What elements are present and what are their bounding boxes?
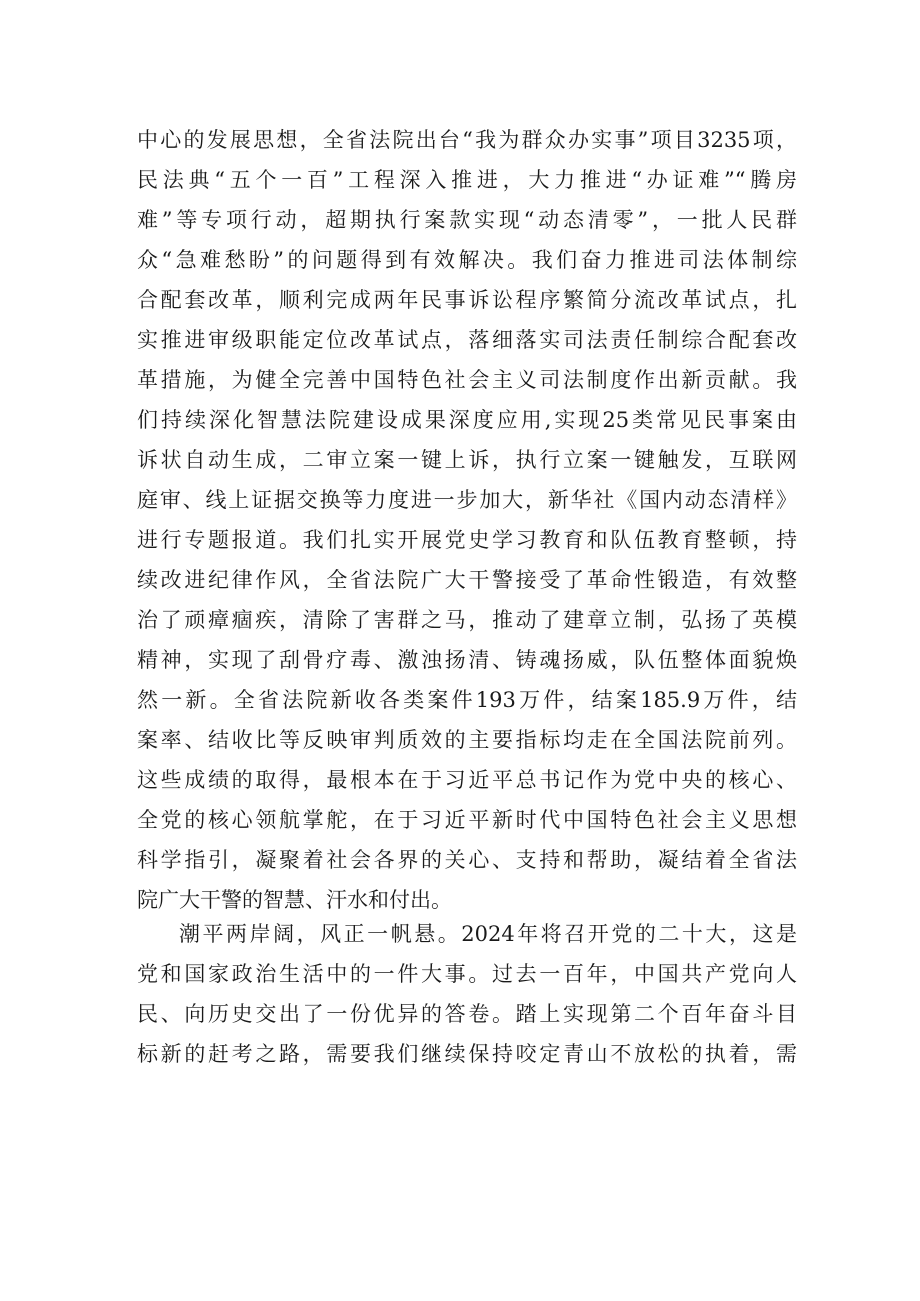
paragraph-line: 标新的赶考之路，需要我们继续保持咬定青山不放松的执着，需: [137, 1042, 797, 1066]
paragraph-2: [137, 914, 797, 1074]
paragraph-line: 这些成绩的取得，最根本在于习近平总书记作为党中央的核心、: [137, 768, 797, 792]
paragraph-line: 续改进纪律作风，全省法院广大干警接受了革命性锻造，有效整: [137, 568, 797, 592]
paragraph-line: 实推进审级职能定位改革试点，落细落实司法责任制综合配套改: [137, 328, 797, 352]
paragraph-line: 治了顽瘴痼疾，清除了害群之马，推动了建章立制，弘扬了英模: [137, 608, 797, 632]
paragraph-line: 诉状自动生成，二审立案一键上诉，执行立案一键触发，互联网: [137, 448, 797, 472]
paragraph-line: 然一新。全省法院新收各类案件193万件，结案185.9万件，结: [137, 688, 797, 712]
paragraph-line: 们持续深化智慧法院建设成果深度应用,实现25类常见民事案由: [137, 408, 797, 432]
paragraph-1: [137, 120, 797, 920]
paragraph-line: 中心的发展思想，全省法院出台“我为群众办实事”项目3235项，: [137, 128, 797, 152]
paragraph-line: 科学指引，凝聚着社会各界的关心、支持和帮助，凝结着全省法: [137, 848, 797, 872]
paragraph-line: 全党的核心领航掌舵，在于习近平新时代中国特色社会主义思想: [137, 808, 797, 832]
paragraph-line: 案率、结收比等反映审判质效的主要指标均走在全国法院前列。: [137, 728, 797, 752]
paragraph-line: 庭审、线上证据交换等力度进一步加大，新华社《国内动态清样》: [137, 488, 797, 512]
paragraph-line: 革措施，为健全完善中国特色社会主义司法制度作出新贡献。我: [137, 368, 797, 392]
paragraph-line: 合配套改革，顺利完成两年民事诉讼程序繁简分流改革试点，扎: [137, 288, 797, 312]
paragraph-line: 众“急难愁盼”的问题得到有效解决。我们奋力推进司法体制综: [137, 248, 797, 272]
paragraph-line: 精神，实现了刮骨疗毒、激浊扬清、铸魂扬威，队伍整体面貌焕: [137, 648, 797, 672]
paragraph-line: 难”等专项行动，超期执行案款实现“动态清零”，一批人民群: [137, 208, 797, 232]
paragraph-line: 进行专题报道。我们扎实开展党史学习教育和队伍教育整顿，持: [137, 528, 797, 552]
paragraph-line: 潮平两岸阔，风正一帆悬。2024年将召开党的二十大，这是: [179, 922, 797, 946]
paragraph-line: 党和国家政治生活中的一件大事。过去一百年，中国共产党向人: [137, 962, 797, 986]
paragraph-line: 民、向历史交出了一份优异的答卷。踏上实现第二个百年奋斗目: [137, 1002, 797, 1026]
paragraph-line: 院广大干警的智慧、汗水和付出。: [137, 888, 452, 912]
paragraph-line: 民法典“五个一百”工程深入推进，大力推进“办证难”“腾房: [137, 168, 797, 192]
